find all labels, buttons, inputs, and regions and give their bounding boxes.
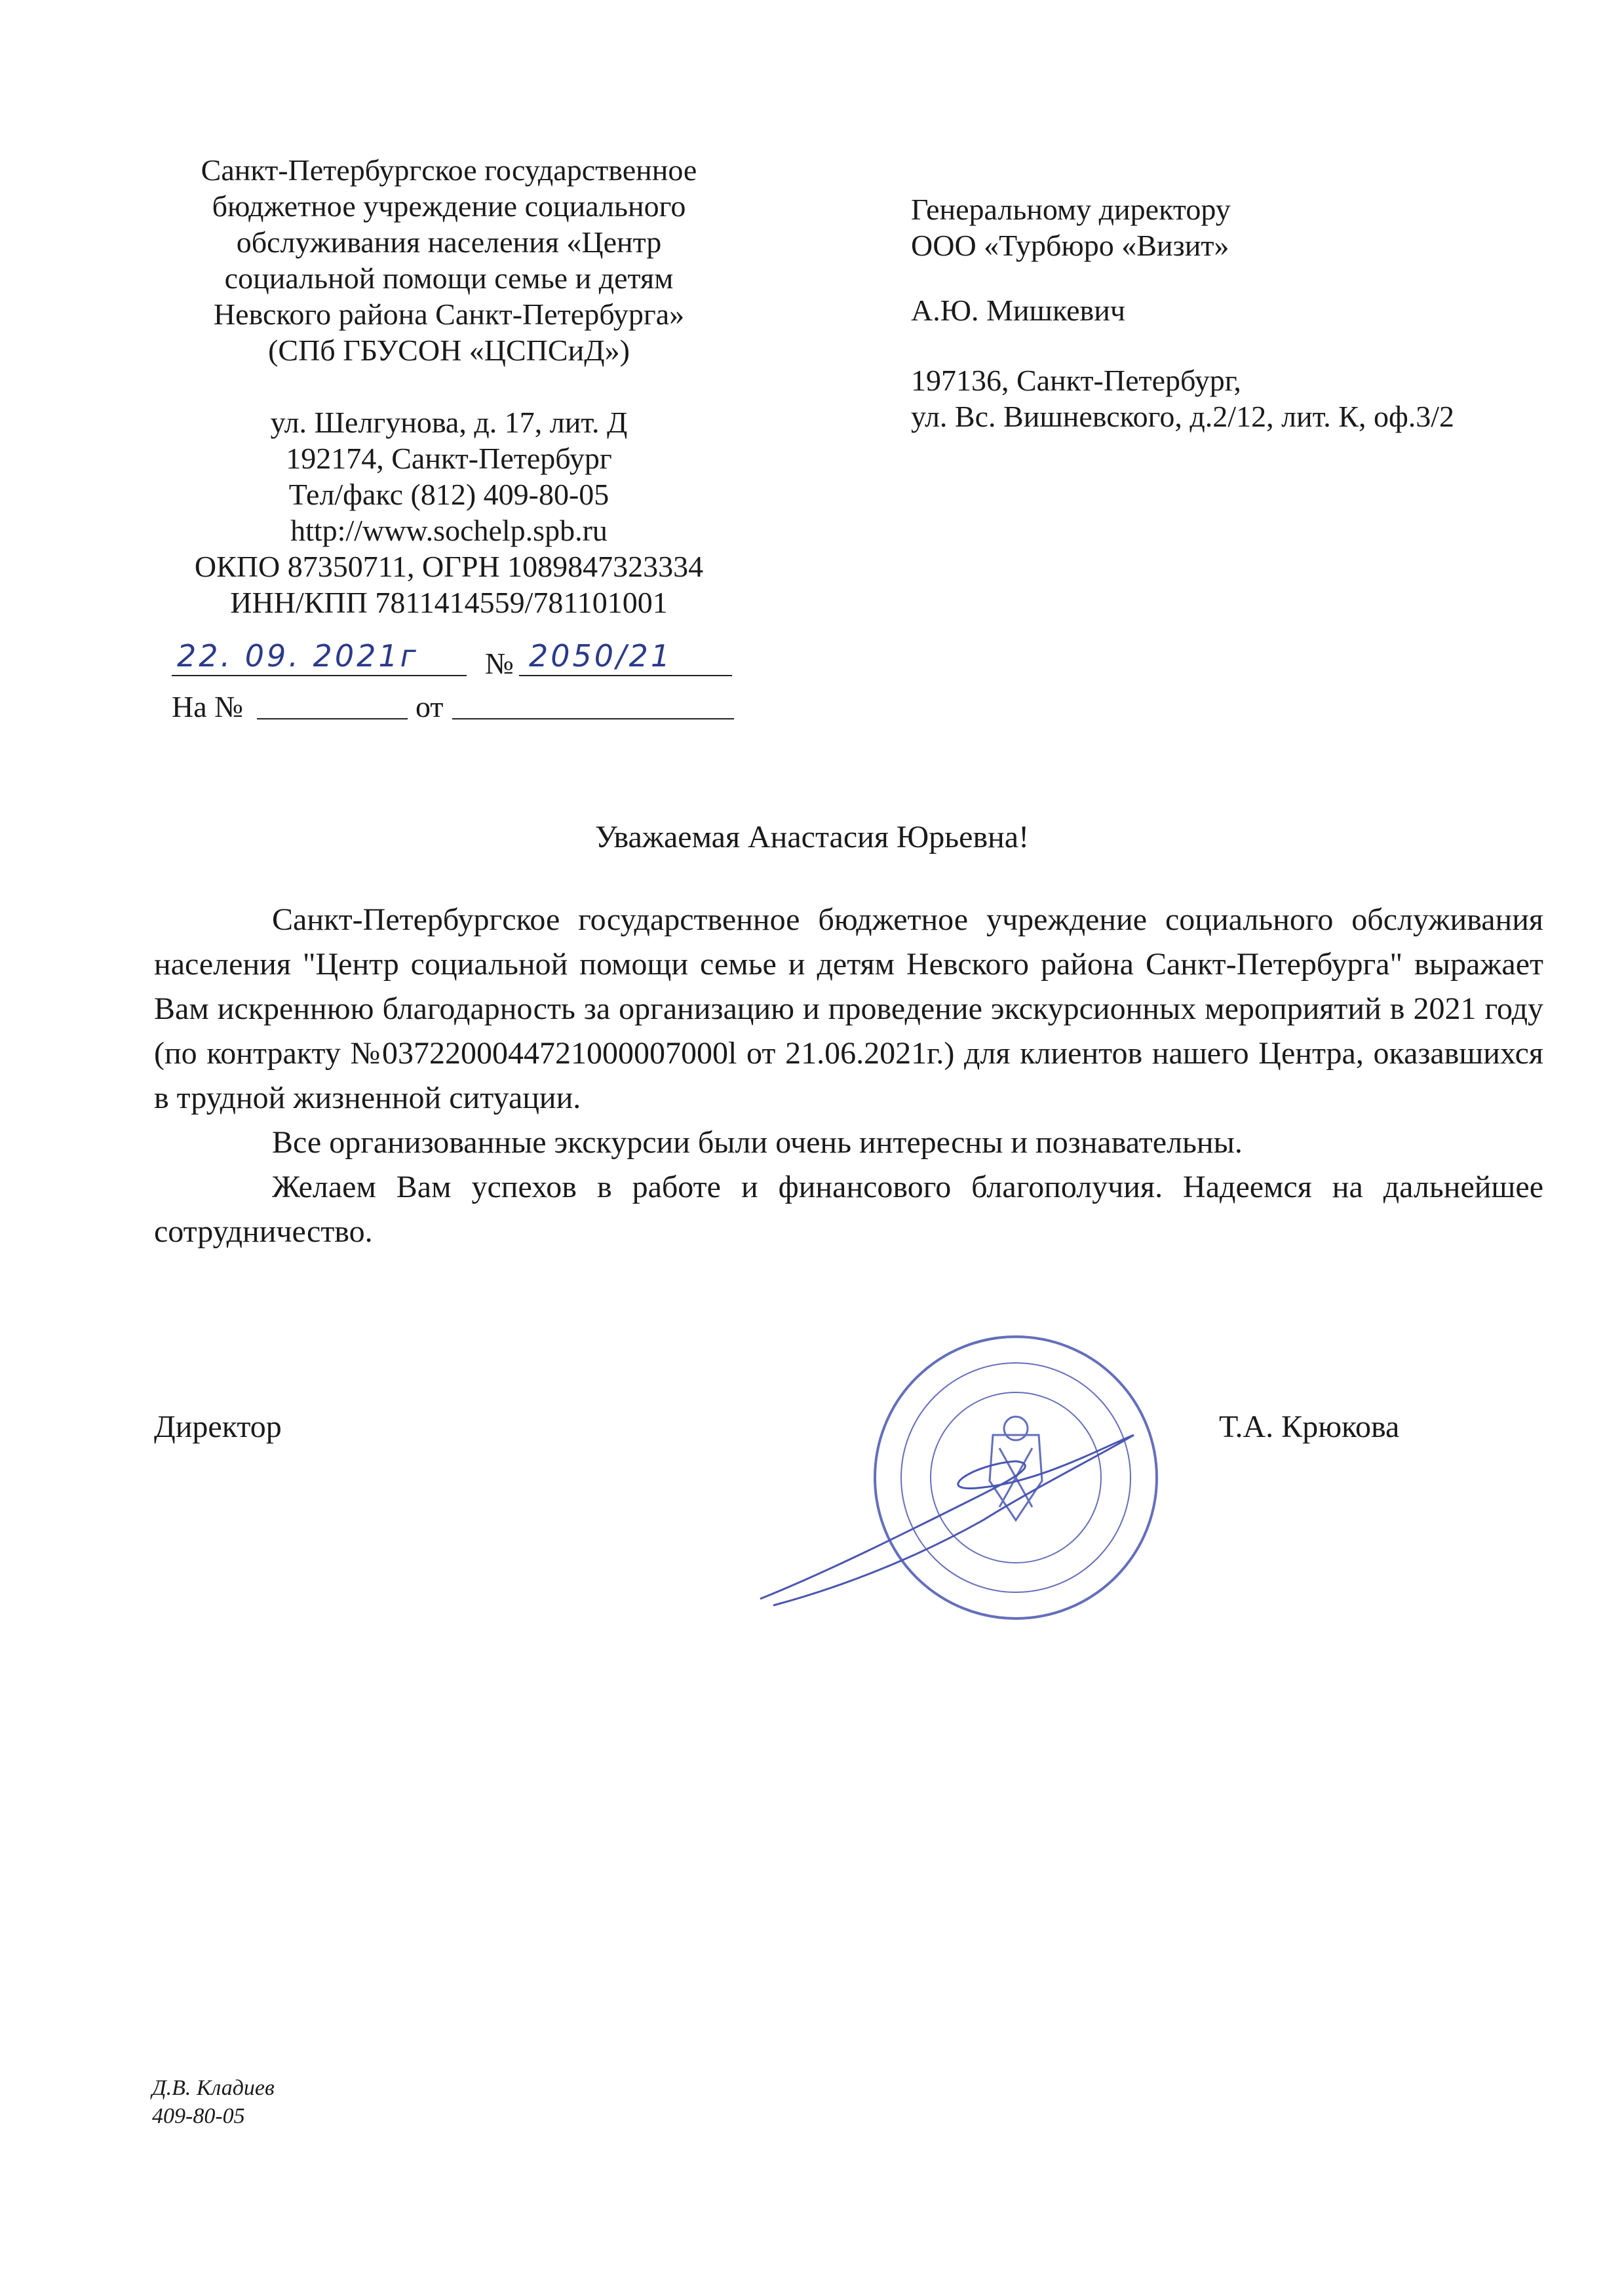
from-label: от <box>416 690 444 723</box>
sender-okpo-ogrn: ОКПО 87350711, ОГРН 1089847323334 <box>194 550 704 583</box>
recipient-block <box>911 191 1534 434</box>
body-paragraph: Все организованные экскурсии были очень интересны и познавательны. <box>272 1125 1243 1160</box>
sender-line: обслуживания населения «Центр <box>236 225 662 259</box>
letter-body <box>154 898 1543 1254</box>
sender-line: Невского района Санкт-Петербурга» <box>213 297 685 331</box>
sender-block <box>118 152 780 621</box>
sender-line: бюджетное учреждение социального <box>212 189 686 223</box>
recipient-address-line2: ул. Вс. Вишневского, д.2/12, лит. К, оф.3/2 <box>911 400 1455 433</box>
signatory-name: Т.А. Крюкова <box>1219 1409 1400 1444</box>
recipient-address-line1: 197136, Санкт-Петербург, <box>911 364 1241 397</box>
body-paragraph: Желаем Вам успехов в работе и финансового благополучия. Надеемся на дальнейшее сотрудничество. <box>154 1170 1543 1249</box>
executor-info <box>152 2074 275 2130</box>
signatory-title: Директор <box>154 1409 282 1444</box>
executor-name: Д.В. Кладиев <box>152 2076 275 2100</box>
body-paragraph: Санкт-Петербургское государственное бюджетное учреждение социального обслуживания населения "Центр социальной помощи семье и детям Невского района Санкт-Петербурга" выражает Вам искреннюю благодарность за организацию и проведение экскурсионных мероприятий в 2021 году (по контракту №0372200044721000007000l от 21.06.2021г.) для клиентов нашего Центра, оказавшихся в трудной жизненной ситуации. <box>154 902 1543 1115</box>
sender-address-line: ул. Шелгунова, д. 17, лит. Д <box>270 406 628 439</box>
registration-date-number <box>172 638 735 684</box>
salutation: Уважаемая Анастасия Юрьевна! <box>594 820 1030 854</box>
handwritten-number: 2050/21 <box>529 638 673 674</box>
recipient-name: А.Ю. Мишкевич <box>911 294 1126 327</box>
sender-website: http://www.sochelp.spb.ru <box>290 514 608 547</box>
handwritten-date: 22. 09. 2021г <box>177 638 419 674</box>
official-stamp-icon <box>875 1337 1157 1618</box>
executor-phone: 409-80-05 <box>152 2104 245 2128</box>
recipient-position: Генеральному директору <box>911 193 1231 226</box>
sender-phone: Тел/факс (812) 409-80-05 <box>288 478 609 511</box>
sender-line: Санкт-Петербургское государственное <box>201 153 697 187</box>
signature-scribble <box>760 1435 1134 1605</box>
recipient-company: ООО «Турбюро «Визит» <box>911 229 1229 262</box>
stamp-and-signature <box>734 1324 1206 1632</box>
number-sign: № <box>485 647 514 680</box>
reply-reference <box>172 689 735 729</box>
sender-inn-kpp: ИНН/КПП 7811414559/781101001 <box>230 586 668 619</box>
reply-label: На № <box>172 690 244 723</box>
sender-address-line: 192174, Санкт-Петербург <box>286 442 612 475</box>
sender-line: (СПб ГБУСОН «ЦСПСиД») <box>268 334 630 367</box>
sender-line: социальной помощи семье и детям <box>224 261 674 295</box>
